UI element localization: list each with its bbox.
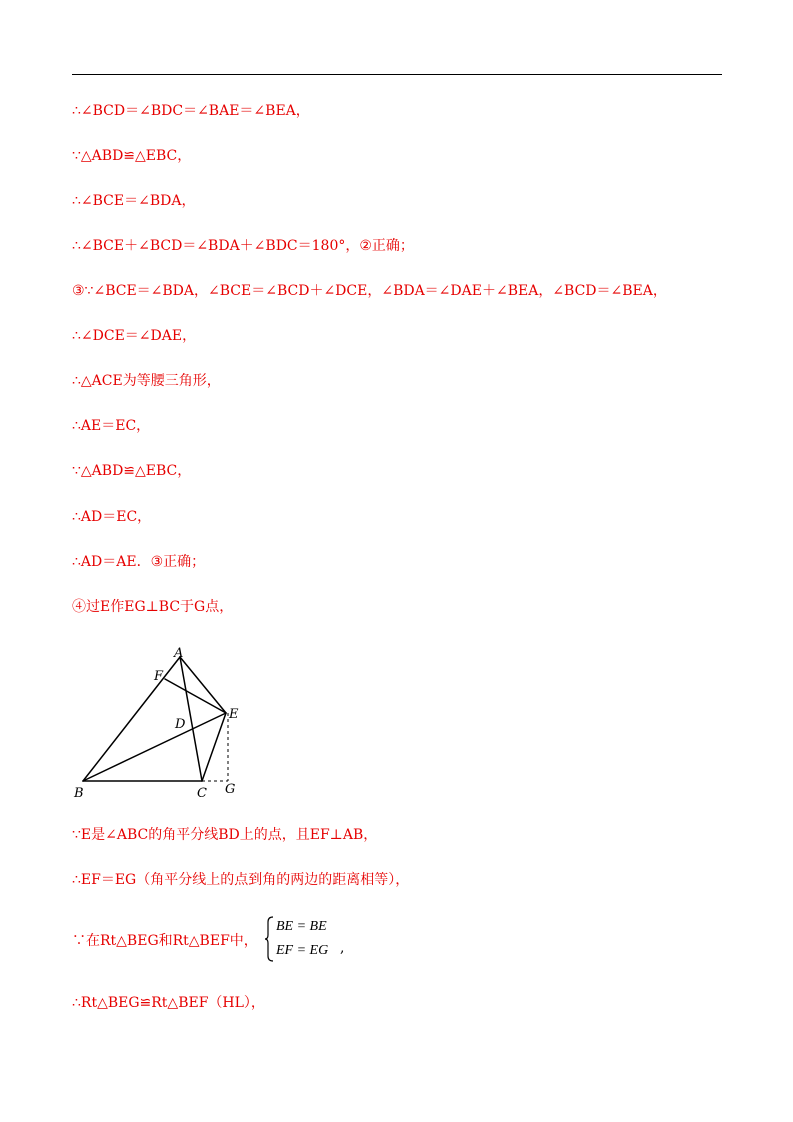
proof-line-13: ∵E是∠ABC的角平分线BD上的点，且EF⊥AB， [72,827,378,843]
proof-line-8: ∴AE＝EC， [72,418,151,434]
proof-line-6: ∴∠DCE＝∠DAE， [72,328,197,344]
proof-line-15: ∵在Rt△BEG和Rt△BEF中， [72,933,258,949]
brace-icon [264,916,274,962]
proof-line-5: ③∵∠BCE＝∠BDA，∠BCE＝∠BCD＋∠DCE，∠BDA＝∠DAE＋∠BEA，∠BCD＝∠BEA， [72,283,667,299]
point-label-E: E [229,707,239,722]
point-label-D: D [175,717,186,732]
segment-BE [83,713,226,781]
proof-line-4: ∴∠BCE＋∠BCD＝∠BDA＋∠BDC＝180°，②正确； [72,238,414,254]
point-label-A: A [174,646,184,661]
point-label-G: G [225,782,236,797]
proof-line-11: ∴AD＝AE．③正确； [72,554,206,570]
segment-AB [83,657,180,781]
point-label-F: F [154,669,164,684]
proof-line-10: ∴AD＝EC， [72,509,152,525]
equation-system [264,916,354,966]
proof-line-1: ∴∠BCD＝∠BDC＝∠BAE＝∠BEA， [72,103,310,119]
header-rule [72,74,722,75]
proof-line-12: ④过E作EG⊥BC于G点， [72,599,234,615]
segment-AE [180,657,226,713]
proof-line-7: ∴△ACE为等腰三角形， [72,373,221,389]
segment-FE [165,679,226,713]
proof-line-9: ∵△ABD≌△EBC， [72,463,192,479]
point-label-B: B [74,786,84,801]
equation-1: BE = BE [276,919,327,934]
equation-2: EF = EG [276,943,329,958]
proof-line-14: ∴EF＝EG（角平分线上的点到角的两边的距离相等）， [72,872,410,888]
point-label-C: C [197,786,207,801]
equation-comma: , [340,940,345,956]
proof-line-16: ∴Rt△BEG≌Rt△BEF（HL）， [72,995,265,1011]
proof-line-3: ∴∠BCE＝∠BDA， [72,193,196,209]
proof-line-2: ∵△ABD≌△EBC， [72,148,192,164]
geometry-figure [70,642,250,802]
